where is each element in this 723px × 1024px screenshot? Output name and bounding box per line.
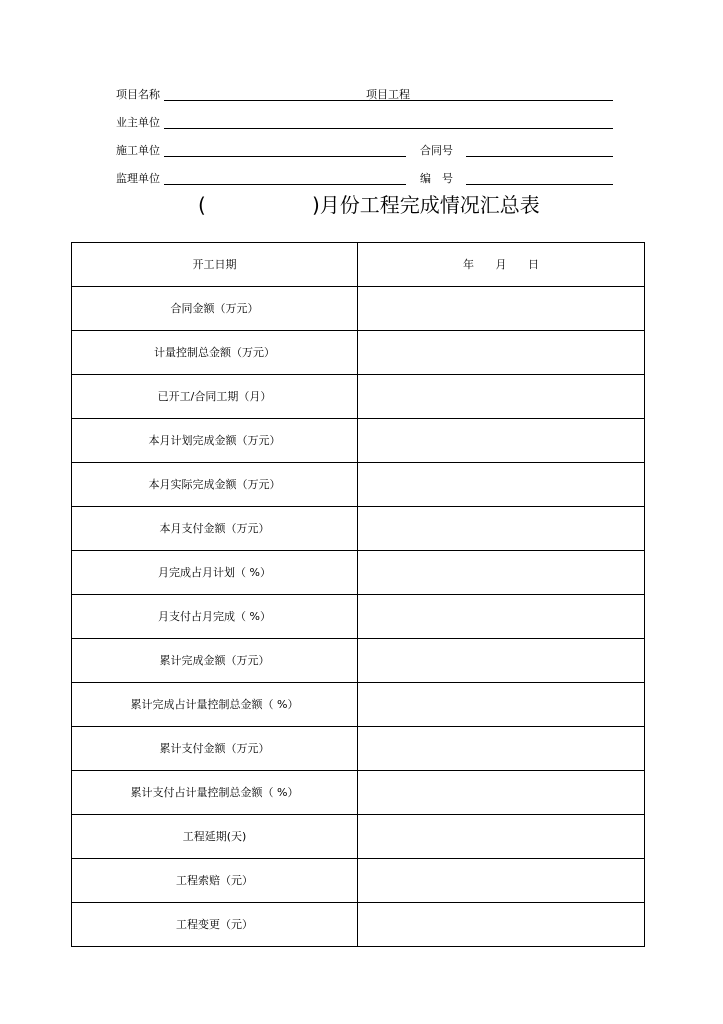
start-date-value[interactable]	[358, 243, 645, 287]
row-label: 计量控制总金额（万元）	[72, 331, 358, 375]
supervisor-line[interactable]	[164, 184, 406, 185]
row-label: 月支付占月完成（ %）	[72, 595, 358, 639]
row-value[interactable]	[358, 639, 645, 683]
row-value[interactable]	[358, 375, 645, 419]
row-label: 工程延期(天)	[72, 815, 358, 859]
row-label: 工程变更（元）	[72, 903, 358, 947]
table-row	[72, 595, 645, 639]
owner-line[interactable]	[164, 128, 613, 129]
table-row	[72, 243, 645, 287]
table-row	[72, 903, 645, 947]
date-month: 月	[495, 257, 507, 271]
contract-no-label: 合同号	[420, 144, 453, 157]
contractor-label: 施工单位	[116, 144, 160, 157]
row-value[interactable]	[358, 595, 645, 639]
contractor-line[interactable]	[164, 156, 406, 157]
row-label: 累计支付占计量控制总金额（ %）	[72, 771, 358, 815]
date-year: 年	[463, 257, 474, 271]
row-label: 本月支付金额（万元）	[72, 507, 358, 551]
date-day: 日	[528, 257, 539, 271]
row-value[interactable]	[358, 551, 645, 595]
table-row	[72, 727, 645, 771]
row-value[interactable]	[358, 903, 645, 947]
page-title	[0, 190, 723, 220]
row-label: 月完成占月计划（ %）	[72, 551, 358, 595]
number-line[interactable]	[466, 184, 613, 185]
row-value[interactable]	[358, 419, 645, 463]
row-label: 累计完成金额（万元）	[72, 639, 358, 683]
row-label: 累计完成占计量控制总金额（ %）	[72, 683, 358, 727]
table-row	[72, 815, 645, 859]
number-label: 编 号	[420, 172, 453, 185]
row-label: 累计支付金额（万元）	[72, 727, 358, 771]
row-value[interactable]	[358, 331, 645, 375]
row-value[interactable]	[358, 507, 645, 551]
table-row	[72, 771, 645, 815]
contract-no-line[interactable]	[466, 156, 613, 157]
row-value[interactable]	[358, 287, 645, 331]
row-value[interactable]	[358, 683, 645, 727]
title-open-paren: (	[198, 193, 206, 217]
title-text: )月份工程完成情况汇总表	[312, 193, 540, 217]
row-label: 本月实际完成金额（万元）	[72, 463, 358, 507]
row-value[interactable]	[358, 463, 645, 507]
owner-label: 业主单位	[116, 116, 160, 129]
table-row	[72, 463, 645, 507]
row-label: 合同金额（万元）	[72, 287, 358, 331]
start-date-label: 开工日期	[72, 243, 358, 287]
table-row	[72, 683, 645, 727]
row-label: 已开工/合同工期（月）	[72, 375, 358, 419]
summary-table	[71, 242, 645, 947]
row-value[interactable]	[358, 859, 645, 903]
supervisor-label: 监理单位	[116, 172, 160, 185]
table-row	[72, 287, 645, 331]
row-value[interactable]	[358, 771, 645, 815]
table-row	[72, 639, 645, 683]
table-row	[72, 331, 645, 375]
row-label: 本月计划完成金额（万元）	[72, 419, 358, 463]
table-row	[72, 507, 645, 551]
project-name-value[interactable]: 项目工程	[366, 88, 410, 101]
table-row	[72, 419, 645, 463]
row-label: 工程索赔（元）	[72, 859, 358, 903]
table-row	[72, 551, 645, 595]
row-value[interactable]	[358, 727, 645, 771]
table-row	[72, 375, 645, 419]
table-row	[72, 859, 645, 903]
project-name-label: 项目名称	[116, 88, 160, 101]
row-value[interactable]	[358, 815, 645, 859]
